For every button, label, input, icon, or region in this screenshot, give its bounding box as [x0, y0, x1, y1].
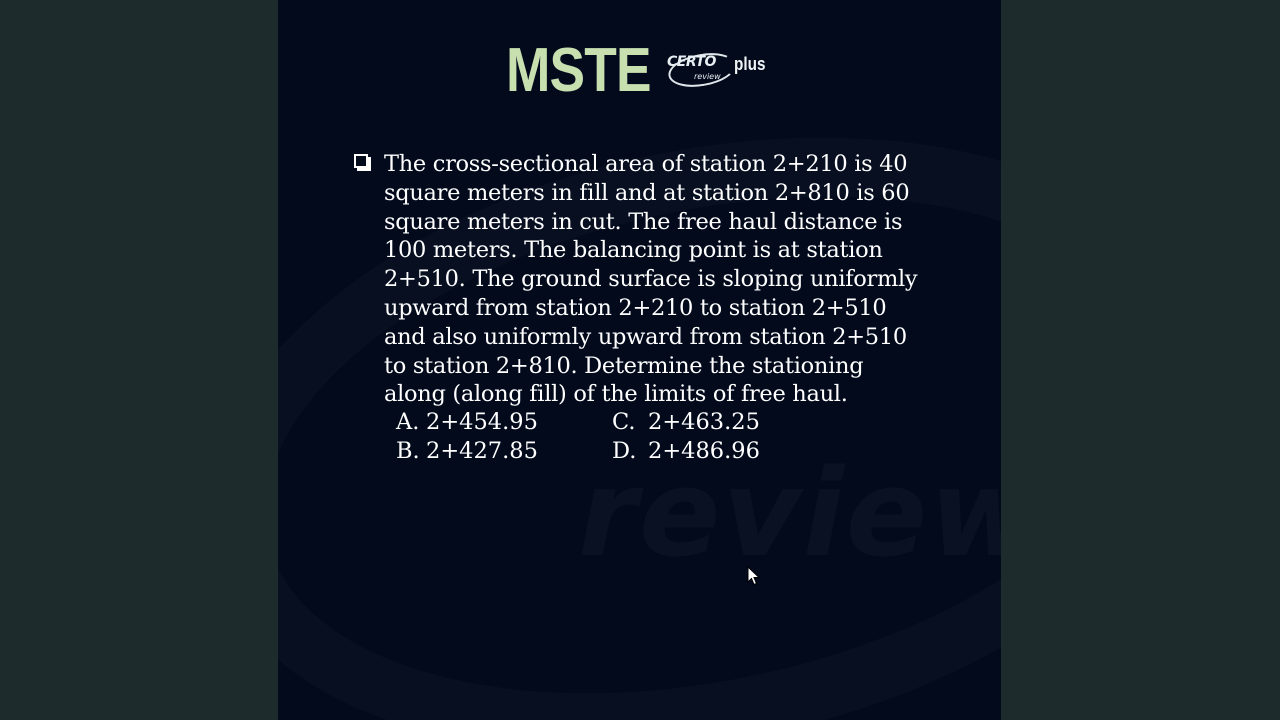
option-c — [612, 408, 760, 437]
checkbox-bullet-icon — [354, 154, 368, 168]
logo-plus-text: plus — [734, 54, 766, 74]
option-d — [612, 437, 760, 466]
logo-review-text: review — [694, 72, 721, 81]
left-letterbox — [0, 0, 278, 720]
brand-title: MSTE — [506, 36, 651, 105]
option-d-letter: D. — [612, 438, 637, 464]
option-b-letter: B. — [396, 438, 420, 464]
option-a — [396, 408, 538, 437]
presentation-slide — [278, 0, 1001, 720]
option-b-value: 2+427.85 — [426, 438, 538, 464]
logo-certo-text: CERTO — [667, 54, 716, 70]
option-b — [396, 437, 538, 466]
option-c-value: 2+463.25 — [648, 409, 760, 435]
option-a-value: 2+454.95 — [426, 409, 538, 435]
option-d-value: 2+486.96 — [648, 438, 760, 464]
option-a-letter: A. — [396, 409, 420, 435]
certo-review-plus-logo — [664, 48, 764, 88]
option-c-letter: C. — [612, 409, 636, 435]
right-letterbox — [1001, 0, 1280, 720]
mouse-pointer-icon — [747, 566, 761, 586]
question-text: The cross-sectional area of station 2+210 is 40 square meters in fill and at station 2+810 is 60 square meters in cut. The free haul distance is 100 meters. The balancing point is at station 2+510. The ground surface is sloping uniformly upward from station 2+210 to station 2+510 and also uniformly upward from station 2+510 to station 2+810. Determine the stationing along (along fill) of the limits of free haul. — [384, 151, 918, 408]
slide-header — [278, 36, 1001, 106]
